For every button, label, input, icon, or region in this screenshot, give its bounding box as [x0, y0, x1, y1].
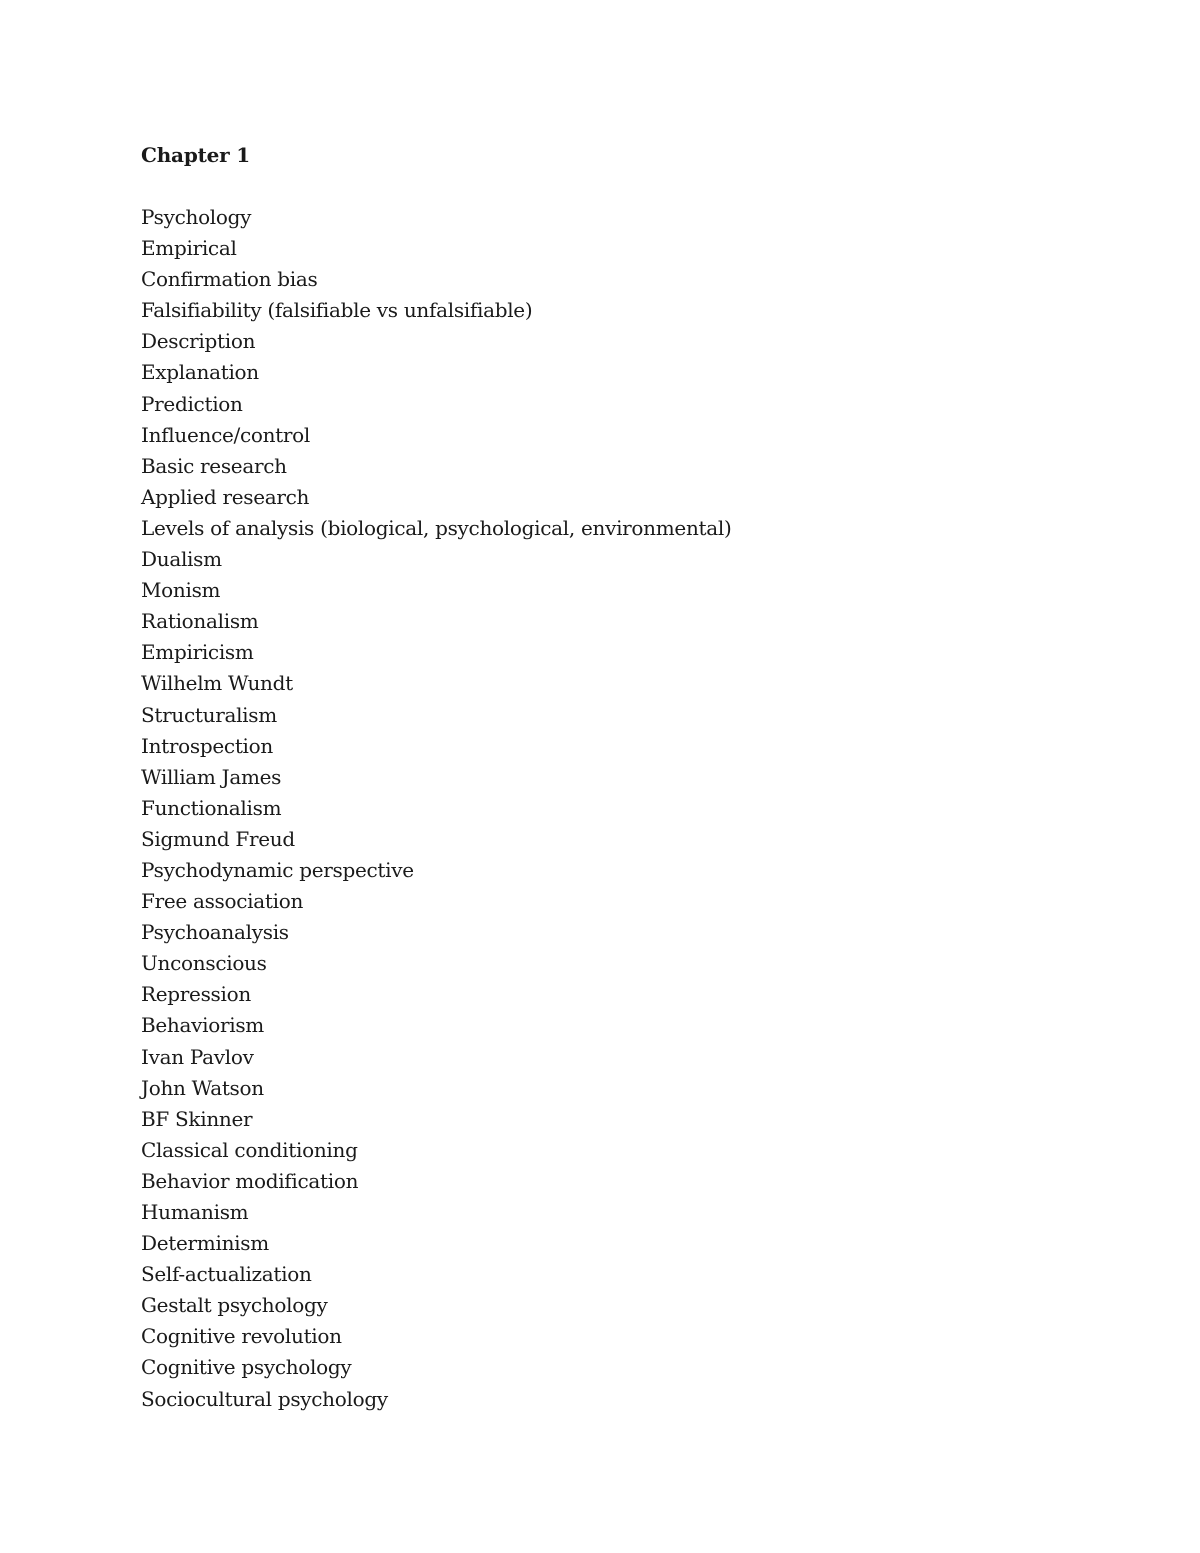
term-item: Introspection: [141, 733, 273, 758]
term-item: Monism: [141, 578, 221, 603]
term-item: Cognitive revolution: [141, 1324, 342, 1349]
term-item: Basic research: [141, 453, 287, 478]
term-item: Ivan Pavlov: [141, 1044, 254, 1069]
term-item: Gestalt psychology: [141, 1293, 328, 1318]
term-item: Explanation: [141, 360, 259, 385]
term-item: Determinism: [141, 1231, 269, 1256]
term-item: Classical conditioning: [141, 1137, 358, 1162]
term-item: Dualism: [141, 547, 222, 572]
term-item: Free association: [141, 889, 304, 914]
term-item: Structuralism: [141, 702, 277, 727]
term-item: Psychoanalysis: [141, 920, 289, 945]
term-item: Sigmund Freud: [141, 826, 295, 851]
term-item: William James: [141, 764, 282, 789]
term-item: Description: [141, 329, 256, 354]
term-item: Self-actualization: [141, 1262, 312, 1287]
term-item: Sociocultural psychology: [141, 1386, 388, 1411]
term-item: Empirical: [141, 236, 237, 261]
term-item: Levels of analysis (biological, psychological, environmental): [141, 515, 732, 540]
term-item: Prediction: [141, 391, 243, 416]
term-item: John Watson: [141, 1075, 264, 1100]
term-item: Humanism: [141, 1200, 249, 1224]
term-item: Psychodynamic perspective: [141, 857, 414, 882]
term-item: Empiricism: [141, 640, 254, 665]
term-item: Behaviorism: [141, 1013, 264, 1038]
term-item: Psychology: [141, 205, 252, 229]
chapter-title: Chapter 1: [141, 143, 250, 167]
term-list: [141, 202, 732, 1415]
term-item: Functionalism: [141, 795, 282, 820]
term-item: Unconscious: [141, 951, 267, 976]
term-item: Influence/control: [141, 422, 311, 447]
term-item: BF Skinner: [141, 1106, 253, 1131]
term-item: Repression: [141, 982, 251, 1007]
term-item: Falsifiability (falsifiable vs unfalsifiable): [141, 298, 533, 323]
term-item: Rationalism: [141, 609, 259, 634]
term-item: Applied research: [141, 484, 310, 509]
term-item: Behavior modification: [141, 1168, 359, 1193]
term-item: Wilhelm Wundt: [141, 671, 293, 696]
term-item: Confirmation bias: [141, 267, 318, 292]
term-item: Cognitive psychology: [141, 1355, 352, 1380]
